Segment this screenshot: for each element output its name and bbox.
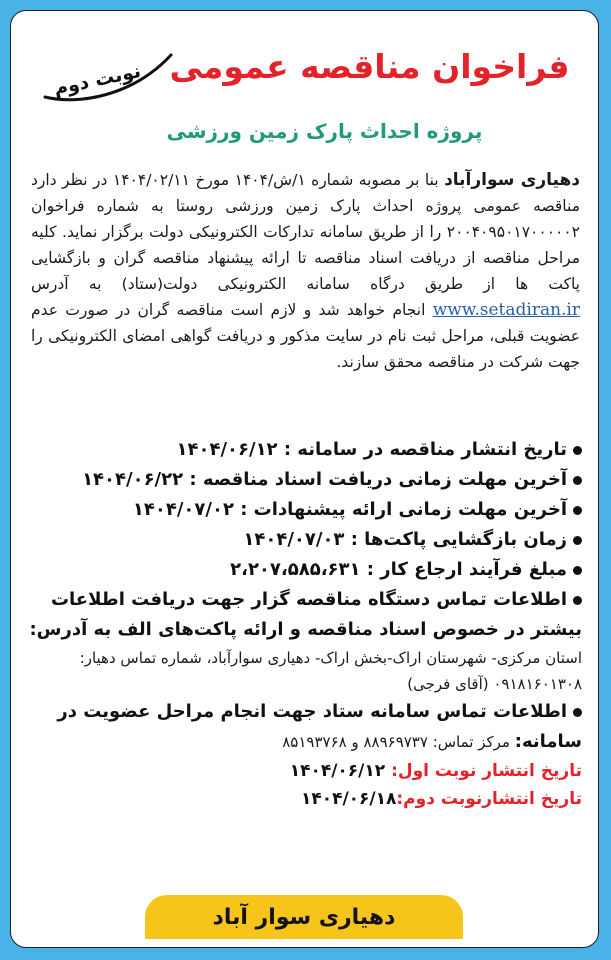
setad-phones: مرکز تماس: ۸۸۹۶۹۷۳۷ و ۸۵۱۹۳۷۶۸	[282, 733, 515, 751]
item-doc-deadline-text: آخرین مهلت زمانی دریافت اسناد مناقصه : ۱۴۰۴/۰۶/۲۲	[82, 469, 567, 490]
item-publish-date	[29, 435, 582, 465]
item-fee-text: مبلغ فرآیند ارجاع کار : ۲،۲۰۷،۵۸۵،۶۳۱	[230, 559, 567, 580]
stamp-second-round: نوبت دوم	[51, 60, 143, 100]
second-publication	[29, 785, 582, 813]
body-lead: دهیاری سوارآباد	[444, 170, 580, 190]
item-bid-deadline-text: آخرین مهلت زمانی ارائه پیشنهادات : ۱۴۰۴/۰۷/۰۲	[132, 499, 567, 520]
notice-body	[31, 167, 580, 375]
contact-address: استان مرکزی- شهرستان اراک-بخش اراک- دهیاری سوارآباد، شماره تماس دهیار: ۰۹۱۸۱۶۰۱۳۰۸ (آقای فرجی)	[79, 649, 582, 693]
item-opening-text: زمان بازگشایی پاکت‌ها : ۱۴۰۴/۰۷/۰۳	[243, 529, 567, 550]
body-text-1: بنا بر مصوبه شماره ۱/ش/۱۴۰۴ مورخ ۱۴۰۴/۰۲/۱۱ در نظر دارد مناقصه عمومی پروژه احداث پارک زمین ورزشی روستا به شماره فراخوان ۲۰۰۴۰۹۵۰۱۷۰۰۰۰۰۲ را از طریق سامانه تدارکات الکترونیکی دولت برگزار نماید. کلیه مراحل مناقصه از دریافت اسناد مناقصه تا ارائه پیشنهاد مناقصه گران و بازگشایی پاکت ها از طریق درگاه سامانه الکترونیکی دولت(ستاد) به آدرس	[31, 171, 580, 293]
bullet-icon	[573, 536, 582, 545]
item-opening	[29, 525, 582, 555]
notice-items	[29, 435, 582, 813]
footer-banner: دهیاری سوار آباد	[145, 895, 463, 939]
bullet-icon	[573, 506, 582, 515]
item-doc-deadline	[29, 465, 582, 495]
item-setad	[29, 697, 582, 757]
first-publication-date: ۱۴۰۴/۰۶/۱۲	[289, 761, 392, 781]
body-text-2: انجام خواهد شد و لازم است مناقصه گران در صورت عدم عضویت قبلی، مراحل ثبت نام در سایت مذکور و دریافت گواهی امضای الکترونیکی را جهت شرکت در مناقصه محقق سازند.	[31, 301, 580, 371]
item-fee	[29, 555, 582, 585]
item-setad-title: اطلاعات تماس سامانه ستاد جهت انجام مراحل عضویت در سامانه:	[57, 701, 582, 752]
item-bid-deadline	[29, 495, 582, 525]
bullet-icon	[573, 446, 582, 455]
notice-card	[10, 10, 599, 948]
second-publication-label: تاریخ انتشارنوبت دوم:	[396, 789, 582, 809]
first-publication	[29, 757, 582, 785]
first-publication-label: تاریخ انتشار نوبت اول:	[391, 761, 582, 781]
item-contact-title: اطلاعات تماس دستگاه مناقصه گزار جهت دریافت اطلاعات بیشتر در خصوص اسناد مناقصه و ارائه پاکت‌های الف به آدرس:	[29, 589, 582, 640]
page-subtitle: پروژه احداث پارک زمین ورزشی	[166, 119, 483, 143]
setad-link[interactable]: www.setadiran.ir	[432, 300, 580, 320]
item-publish-date-text: تاریخ انتشار مناقصه در سامانه : ۱۴۰۴/۰۶/۱۲	[176, 439, 567, 460]
bullet-icon	[573, 708, 582, 717]
item-contact	[29, 585, 582, 645]
bullet-icon	[573, 566, 582, 575]
bullet-icon	[573, 596, 582, 605]
bullet-icon	[573, 476, 582, 485]
second-publication-date: ۱۴۰۴/۰۶/۱۸	[300, 789, 397, 809]
page-title: فراخوان مناقصه عمومی	[169, 47, 570, 86]
